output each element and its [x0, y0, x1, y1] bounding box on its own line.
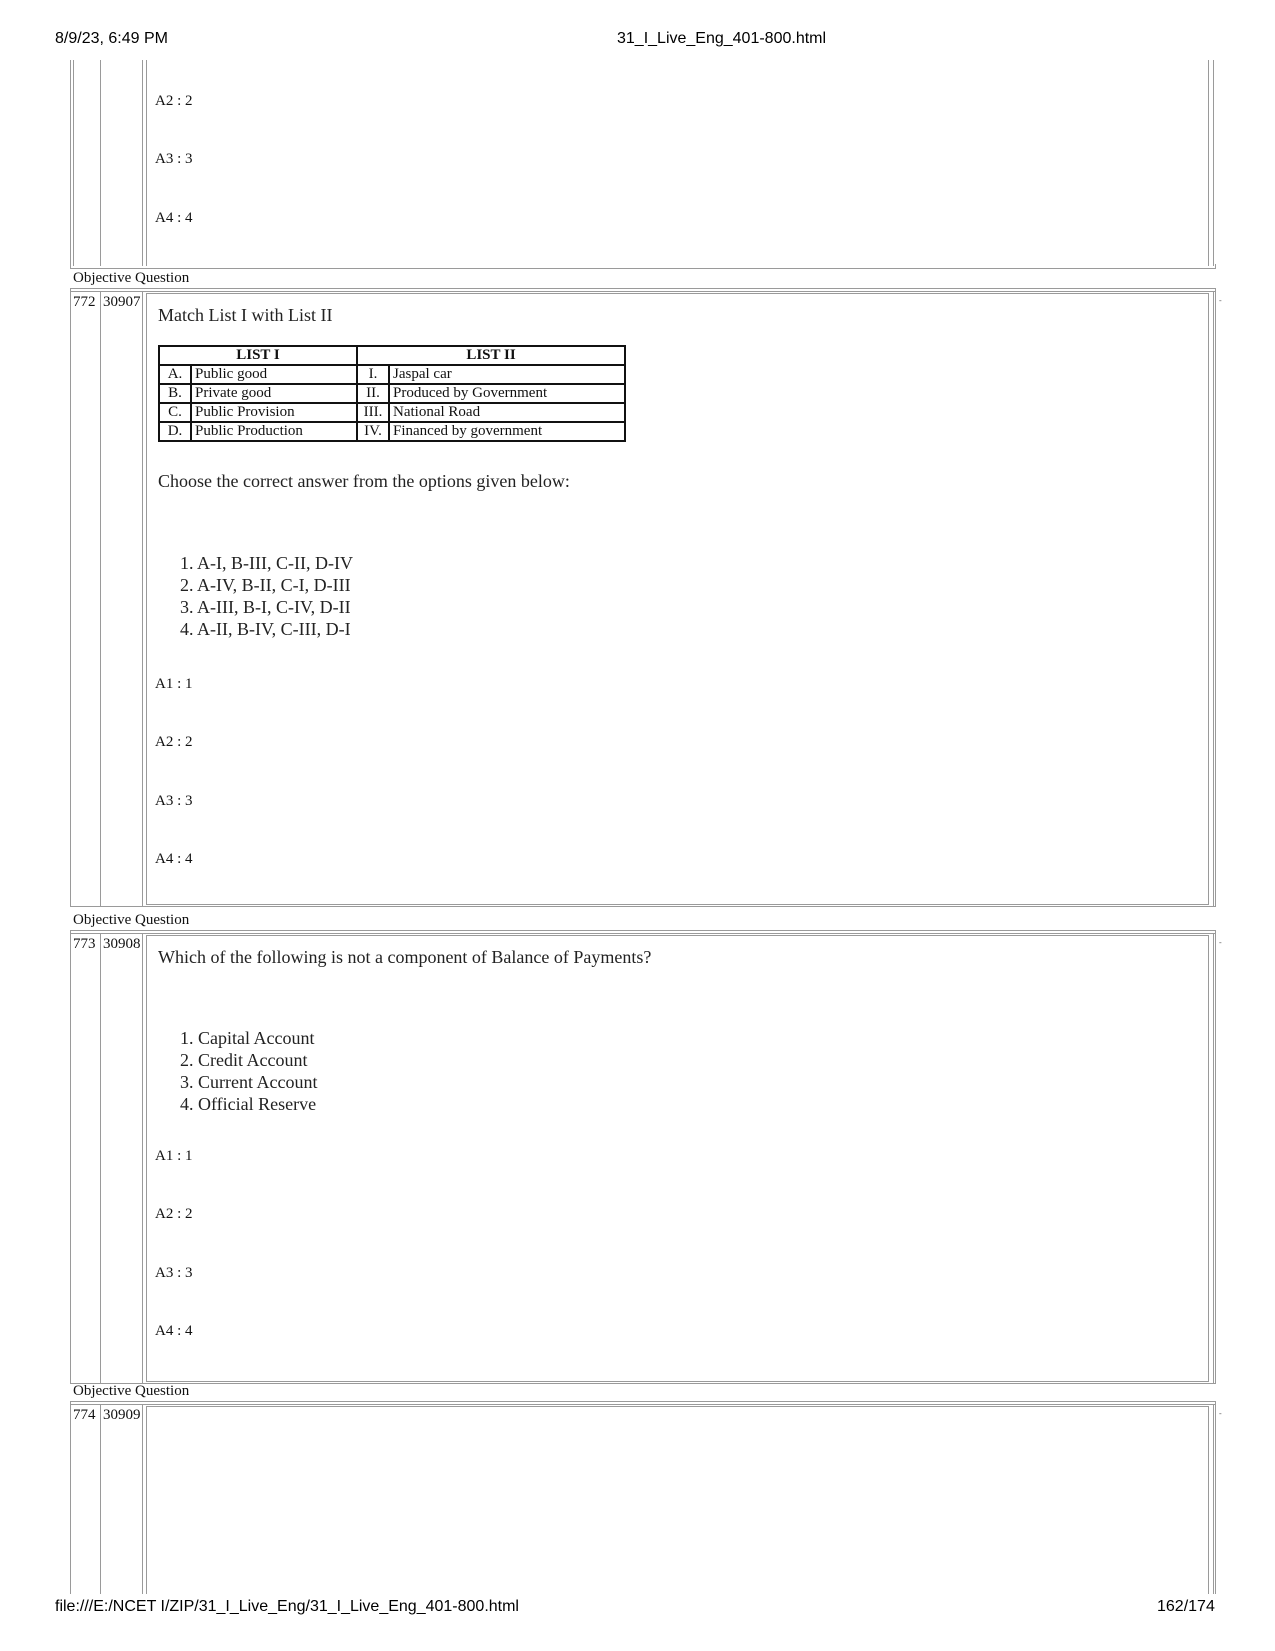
option-item: 1. A-I, B-III, C-II, D-IV [180, 553, 353, 573]
table-border [142, 291, 143, 907]
option-item: 3. Current Account [180, 1072, 318, 1092]
question-number: 774 [73, 1407, 96, 1423]
option-item: 2. Credit Account [180, 1050, 308, 1070]
table-row [159, 384, 625, 403]
match-list-table [158, 345, 626, 442]
question-id: 30909 [103, 1407, 141, 1423]
question-id: 30907 [103, 294, 141, 310]
table-border [100, 291, 101, 907]
option-item: 4. Official Reserve [180, 1094, 317, 1114]
table-border [1213, 60, 1214, 266]
print-page-number: 162/174 [1157, 1598, 1215, 1615]
list-i-key: B. [159, 384, 191, 403]
answer-option: A3 : 3 [155, 151, 193, 167]
table-border [1213, 933, 1214, 1384]
list-ii-key: I. [357, 365, 389, 384]
list-ii-key: IV. [357, 422, 389, 441]
print-datetime: 8/9/23, 6:49 PM [55, 30, 168, 47]
table-row [159, 365, 625, 384]
print-title: 31_I_Live_Eng_401-800.html [617, 30, 827, 47]
question-content-cell [146, 1406, 1209, 1594]
list-ii-value: National Road [389, 403, 625, 422]
question-number: 772 [73, 294, 96, 310]
table-border [142, 60, 143, 266]
answer-option: A4 : 4 [155, 210, 193, 226]
options-list [180, 552, 353, 640]
table-border [1213, 1404, 1214, 1594]
list-ii-key: II. [357, 384, 389, 403]
list-i-value: Private good [191, 384, 357, 403]
list-i-header: LIST I [159, 346, 357, 365]
table-border [146, 60, 147, 266]
table-row [159, 403, 625, 422]
list-ii-value: Produced by Government [389, 384, 625, 403]
list-i-key: A. [159, 365, 191, 384]
option-item: 4. A-II, B-IV, C-III, D-I [180, 619, 351, 639]
table-border [73, 60, 74, 266]
answer-option: A2 : 2 [155, 1206, 193, 1222]
marker: - [1219, 296, 1222, 305]
table-border [70, 60, 71, 266]
table-border [100, 1404, 101, 1594]
print-file-path: file:///E:/NCET I/ZIP/31_I_Live_Eng/31_I_Live_Eng_401-800.html [55, 1598, 519, 1615]
question-id: 30908 [103, 936, 141, 952]
answer-option: A3 : 3 [155, 793, 193, 809]
question-text: Which of the following is not a component of Balance of Payments? [158, 947, 652, 967]
answer-option: A2 : 2 [155, 734, 193, 750]
answer-option: A4 : 4 [155, 851, 193, 867]
question-text: Match List I with List II [158, 305, 333, 325]
list-ii-key: III. [357, 403, 389, 422]
answer-option: A3 : 3 [155, 1265, 193, 1281]
marker: - [1219, 1409, 1222, 1418]
question-type-caption: Objective Question [73, 912, 190, 928]
table-border [1213, 291, 1214, 907]
list-ii-value: Financed by government [389, 422, 625, 441]
answer-option: A4 : 4 [155, 1323, 193, 1339]
option-item: 1. Capital Account [180, 1028, 315, 1048]
table-border [70, 264, 1216, 269]
table-border [100, 60, 101, 266]
table-border [142, 1404, 143, 1594]
question-number: 773 [73, 936, 96, 952]
table-border [142, 933, 143, 1384]
options-list [180, 1027, 317, 1115]
marker: - [1219, 938, 1222, 947]
question-content-cell [146, 935, 1209, 1382]
list-i-value: Public good [191, 365, 357, 384]
table-border [1208, 60, 1209, 266]
list-i-key: C. [159, 403, 191, 422]
list-i-value: Public Provision [191, 403, 357, 422]
list-ii-header: LIST II [357, 346, 625, 365]
answer-option: A2 : 2 [155, 93, 193, 109]
table-border [100, 933, 101, 1384]
answer-option: A1 : 1 [155, 676, 193, 692]
table-row [159, 422, 625, 441]
option-item: 3. A-III, B-I, C-IV, D-II [180, 597, 351, 617]
answer-option: A1 : 1 [155, 1148, 193, 1164]
list-i-key: D. [159, 422, 191, 441]
question-instruction: Choose the correct answer from the options given below: [158, 471, 570, 491]
list-i-value: Public Production [191, 422, 357, 441]
list-ii-value: Jaspal car [389, 365, 625, 384]
question-type-caption: Objective Question [73, 270, 190, 286]
question-type-caption: Objective Question [73, 1383, 190, 1399]
option-item: 2. A-IV, B-II, C-I, D-III [180, 575, 351, 595]
